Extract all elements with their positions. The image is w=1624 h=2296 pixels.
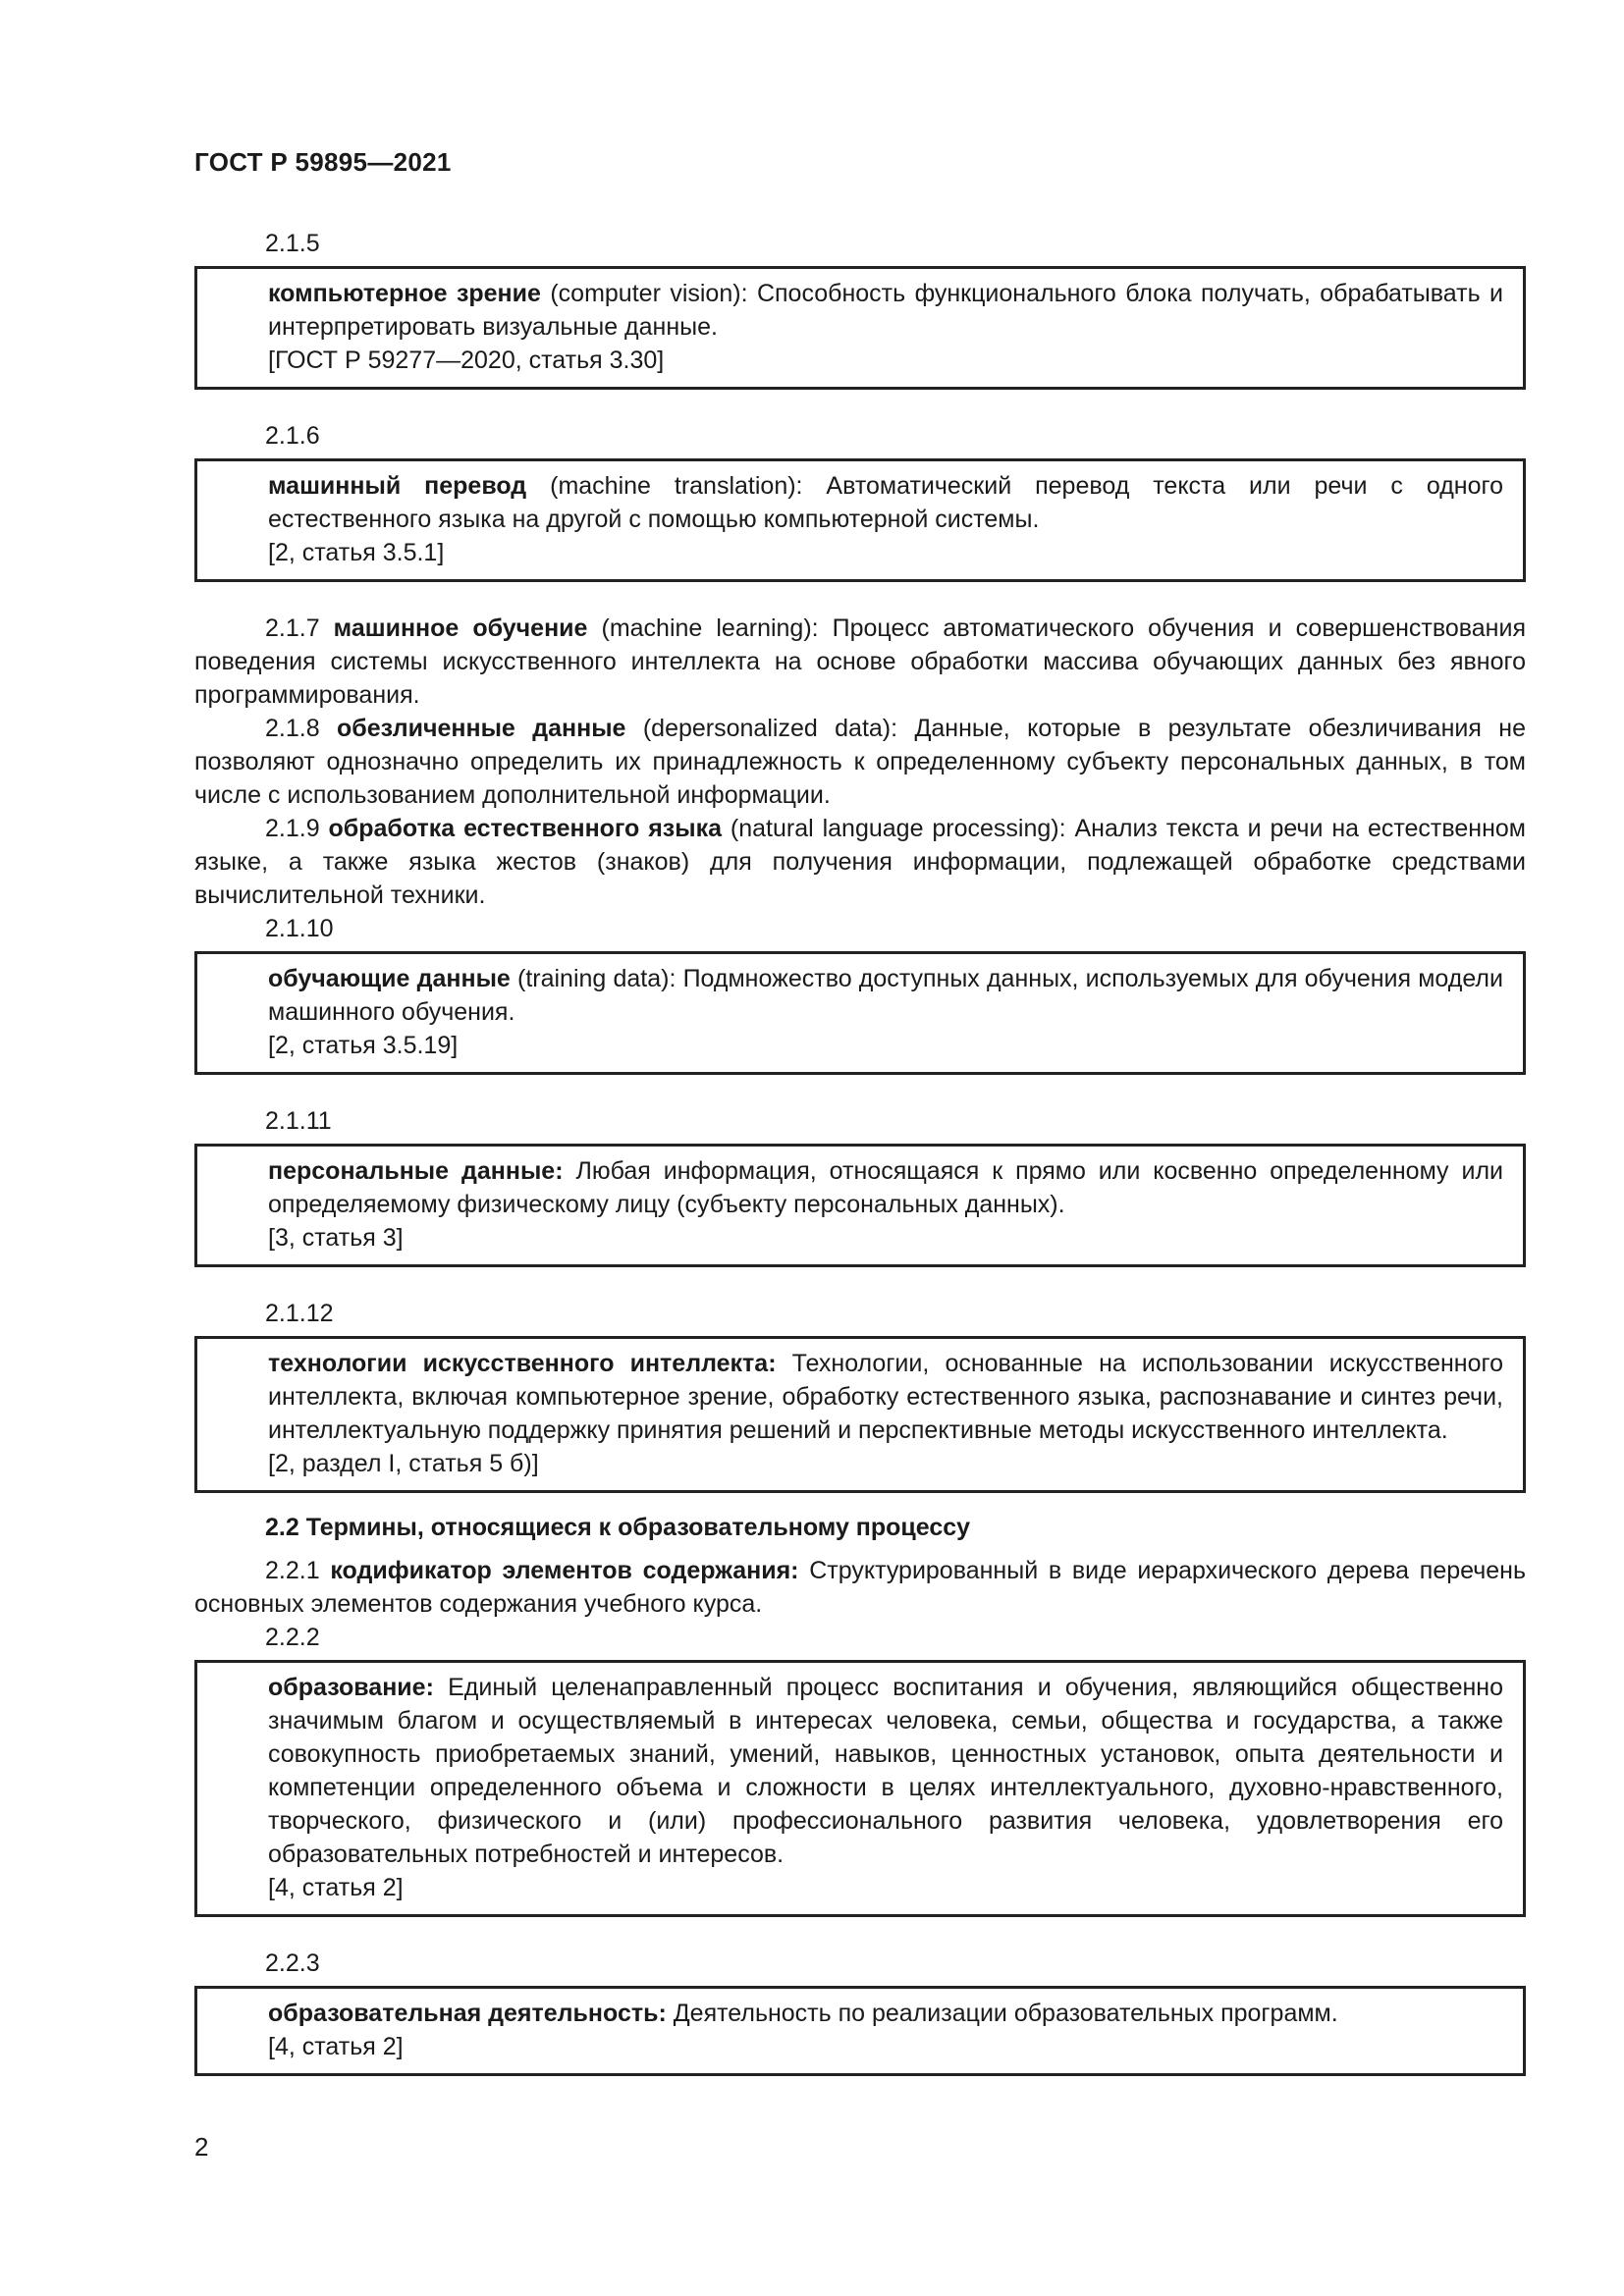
term-definition: (machine learning): Процесс автоматического обучения и совершенствования поведения системы искусственного интеллекта на основе обработки массива обучающих данных без явного программирования.	[194, 614, 1526, 709]
term-source: [2, статья 3.5.1]	[268, 539, 445, 566]
term-name: образовательная деятельность:	[268, 2000, 667, 2027]
term-source: [4, статья 2]	[268, 2033, 404, 2060]
section-title: 2.2 Термины, относящиеся к образовательному процессу	[265, 1514, 971, 1541]
term-name: обработка естественного языка	[328, 815, 722, 842]
term-definition: (training data): Подмножество доступных данных, используемых для обучения модели машинного обучения.	[268, 965, 1503, 1026]
term-paragraph	[194, 1554, 1526, 1621]
term-definition: (depersonalized data): Данные, которые в результате обезличивания не позволяют однозначно определить их принадлежность к определенному субъекту персональных данных, в том числе с использованием дополнительной информации.	[194, 715, 1526, 809]
term-name: обезличенные данные	[337, 715, 626, 742]
term-number: 2.2.3	[265, 1949, 320, 1977]
term-definition-box	[194, 1144, 1526, 1267]
term-name: технологии искусственного интеллекта:	[268, 1350, 777, 1377]
term-source: [4, статья 2]	[268, 1874, 404, 1901]
term-definition: : Способность функционального блока получать, обрабатывать и интерпретировать визуальные данные.	[268, 280, 1504, 341]
term-definition-box	[194, 458, 1526, 582]
term-english: (machine translation)	[526, 472, 796, 500]
term-paragraph	[194, 812, 1526, 912]
term-paragraph	[194, 612, 1526, 712]
term-name: компьютерное зрение	[268, 280, 541, 307]
term-source: [ГОСТ Р 59277—2020, статья 3.30]	[268, 347, 665, 374]
term-name: образование:	[268, 1674, 434, 1701]
term-number: 2.2.2	[265, 1624, 320, 1651]
term-definition-box	[194, 266, 1526, 390]
term-number: 2.1.12	[265, 1300, 334, 1327]
term-number: 2.1.8	[265, 715, 337, 742]
term-definition: : Автоматический перевод текста или речи с одного естественного языка на другой с помощью компьютерной системы.	[268, 472, 1503, 533]
term-name: кодификатор элементов содержания:	[330, 1557, 799, 1584]
term-source: [3, статья 3]	[268, 1224, 404, 1252]
term-definition: (natural language processing): Анализ текста и речи на естественном языке, а также языка жестов (знаков) для получения информации, подлежащей обработке средствами вычислительной техники.	[194, 815, 1526, 909]
document-header: ГОСТ Р 59895—2021	[194, 147, 452, 177]
page-number: 2	[194, 2132, 209, 2162]
term-name: машинное обучение	[333, 614, 588, 642]
term-definition: Технологии, основанные на использовании искусственного интеллекта, включая компьютерное зрение, обработку естественного языка, распознавание и синтез речи, интеллектуальную поддержку принятия решений и перспективные методы искусственного интеллекта.	[268, 1350, 1503, 1444]
term-source: [2, статья 3.5.19]	[268, 1032, 459, 1059]
term-definition-box	[194, 1986, 1526, 2076]
term-definition: Любая информация, относящаяся к прямо или косвенно определенному или определяемому физическому лицу (субъекту персональных данных).	[268, 1157, 1503, 1218]
term-name: обучающие данные	[268, 965, 511, 992]
term-number: 2.1.5	[265, 230, 320, 257]
document-page	[194, 147, 1526, 2106]
term-definition-box	[194, 1336, 1526, 1493]
term-number: 2.1.6	[265, 422, 320, 450]
term-definition-box	[194, 1660, 1526, 1917]
term-definition: Единый целенаправленный процесс воспитания и обучения, являющийся общественно значимым благом и осуществляемый в интересах человека, семьи, общества и государства, а также совокупность приобретаемых знаний, умений, навыков, ценностных установок, опыта деятельности и компетенции определенного объема и сложности в целях интеллектуального, духовно-нравственного, творческого, физического и (или) профессионального развития человека, удовлетворения его образовательных потребностей и интересов.	[268, 1674, 1503, 1868]
term-name: машинный перевод	[268, 472, 527, 500]
term-paragraph	[194, 712, 1526, 812]
term-definition-box	[194, 951, 1526, 1075]
term-number: 2.1.9	[265, 815, 329, 842]
term-number: 2.2.1	[265, 1557, 331, 1584]
term-number: 2.1.7	[265, 614, 334, 642]
term-definition: Структурированный в виде иерархического дерева перечень основных элементов содержания учебного курса.	[194, 1557, 1526, 1618]
term-source: [2, раздел I, статья 5 б)]	[268, 1450, 539, 1477]
term-number: 2.1.10	[265, 915, 334, 942]
term-definition: Деятельность по реализации образовательных программ.	[666, 2000, 1338, 2027]
term-name: персональные данные:	[268, 1157, 564, 1185]
term-english: (computer vision)	[540, 280, 741, 307]
term-number: 2.1.11	[265, 1107, 332, 1135]
